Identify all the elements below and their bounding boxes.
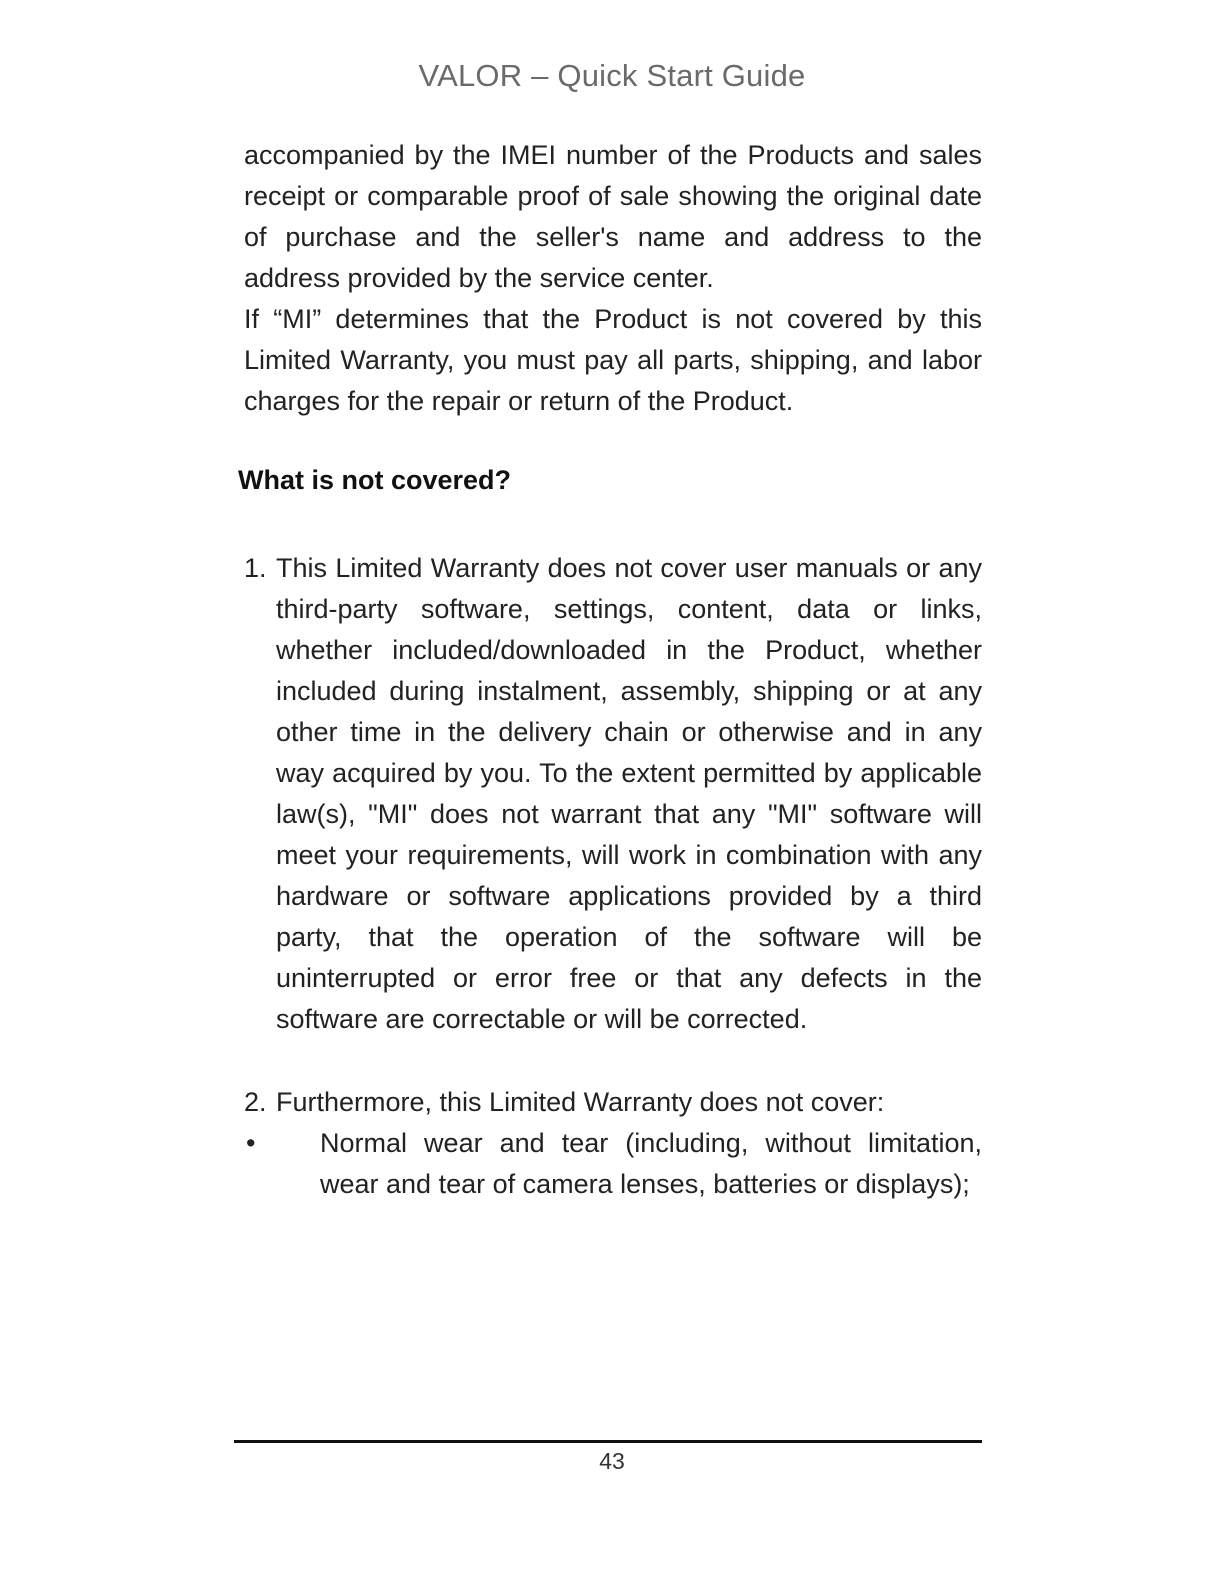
item-text: Furthermore, this Limited Warranty does not cover: (276, 1087, 885, 1117)
item-number: 2. (244, 1087, 267, 1117)
bullet-item-normal-wear (244, 1123, 982, 1205)
paragraph-proof-of-sale: accompanied by the IMEI number of the Products and sales receipt or comparable proof of sale showing the original date of purchase and the seller's name and address to the address provided by the service center. (244, 140, 982, 293)
page-number: 43 (599, 1448, 625, 1474)
bullet-icon: • (246, 1128, 256, 1158)
section-heading-not-covered: What is not covered? (238, 465, 512, 495)
page-header-title: VALOR – Quick Start Guide (418, 58, 806, 93)
bullet-text: Normal wear and tear (including, without limitation, wear and tear of camera lenses, batteries or displays); (320, 1128, 982, 1199)
item-text: This Limited Warranty does not cover user manuals or any third-party software, settings, content, data or links, whether included/downloaded in the Product, whether included during instalment, assembly, shipping or at any other time in the delivery chain or otherwise and in any way acquired by you. To the extent permitted by applicable law(s), "MI" does not warrant that any "MI" software will meet your requirements, will work in combination with any hardware or software applications provided by a third party, that the operation of the software will be uninterrupted or error free or that any defects in the software are correctable or will be corrected. (276, 553, 982, 1034)
page-content (238, 135, 982, 1205)
footer-divider (234, 1440, 982, 1443)
paragraph-not-covered-charges: If “MI” determines that the Product is not covered by this Limited Warranty, you must pay all parts, shipping, and labor charges for the repair or return of the Product. (244, 304, 982, 416)
numbered-item-2 (244, 1082, 982, 1123)
item-number: 1. (244, 553, 267, 583)
numbered-item-1 (244, 548, 982, 1040)
